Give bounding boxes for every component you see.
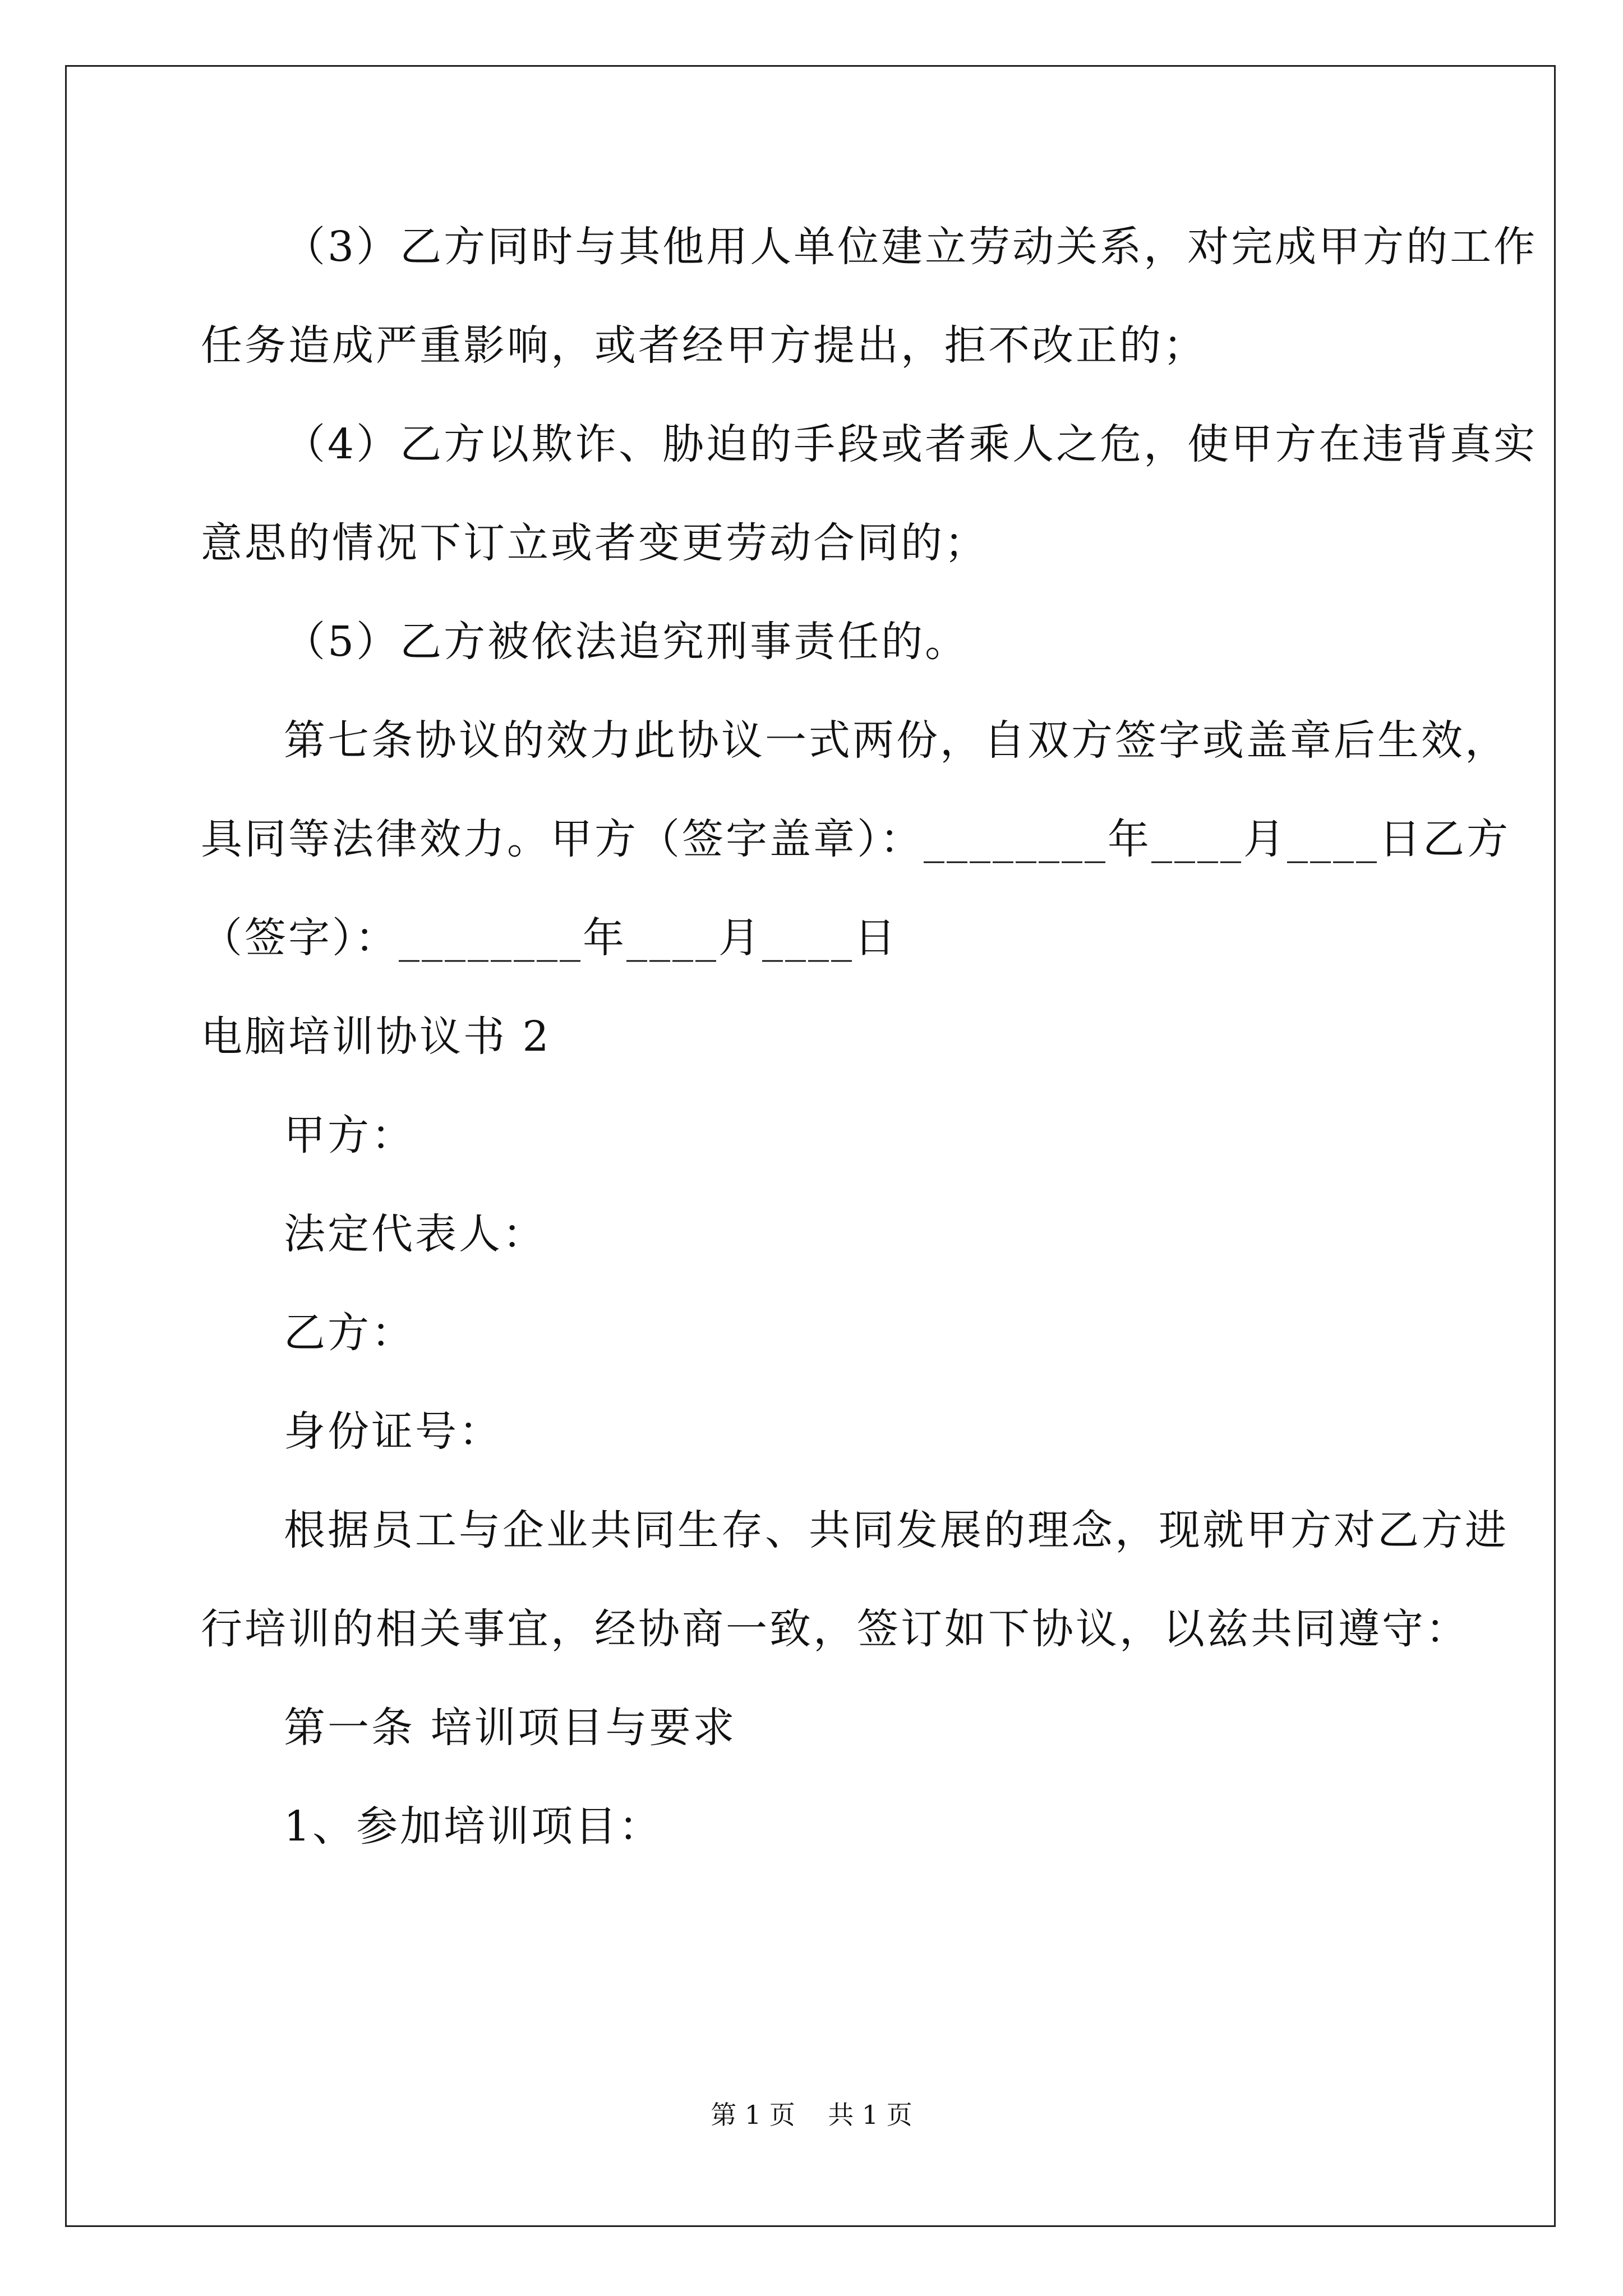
- paragraph-line: 法定代表人：: [284, 1210, 546, 1258]
- paragraph-line: 甲方：: [284, 1111, 415, 1159]
- paragraph-line: 行培训的相关事宜，经协商一致，签订如下协议，以兹共同遵守：: [201, 1605, 1469, 1653]
- paragraph-line: 身份证号：: [284, 1407, 502, 1456]
- paragraph-line: 具同等法律效力。甲方（签字盖章）：________年____月____日乙方: [201, 815, 1510, 863]
- paragraph-line: （4）乙方以欺诈、胁迫的手段或者乘人之危，使甲方在违背真实: [284, 420, 1538, 468]
- paragraph-line: 任务造成严重影响，或者经甲方提出，拒不改正的；: [201, 321, 1207, 370]
- page-footer: [0, 2098, 1623, 2132]
- paragraph-line: 第七条协议的效力此协议一式两份，自双方签字或盖章后生效，: [284, 716, 1509, 765]
- paragraph-line: （签字）：________年____月____日: [201, 914, 898, 962]
- section-heading: 电脑培训协议书 2: [201, 1013, 551, 1061]
- paragraph-line: 第一条 培训项目与要求: [284, 1704, 737, 1752]
- paragraph-line: （5）乙方被依法追究刑事责任的。: [284, 618, 969, 666]
- paragraph-line: （3）乙方同时与其他用人单位建立劳动关系，对完成甲方的工作: [284, 223, 1538, 271]
- paragraph-line: 根据员工与企业共同生存、共同发展的理念，现就甲方对乙方进: [284, 1506, 1509, 1554]
- paragraph-line: 乙方：: [284, 1309, 415, 1357]
- paragraph-line: 1、参加培训项目：: [284, 1802, 663, 1851]
- page-number: 第 1 页 共 1 页: [711, 2100, 912, 2130]
- paragraph-line: 意思的情况下订立或者变更劳动合同的；: [201, 519, 988, 567]
